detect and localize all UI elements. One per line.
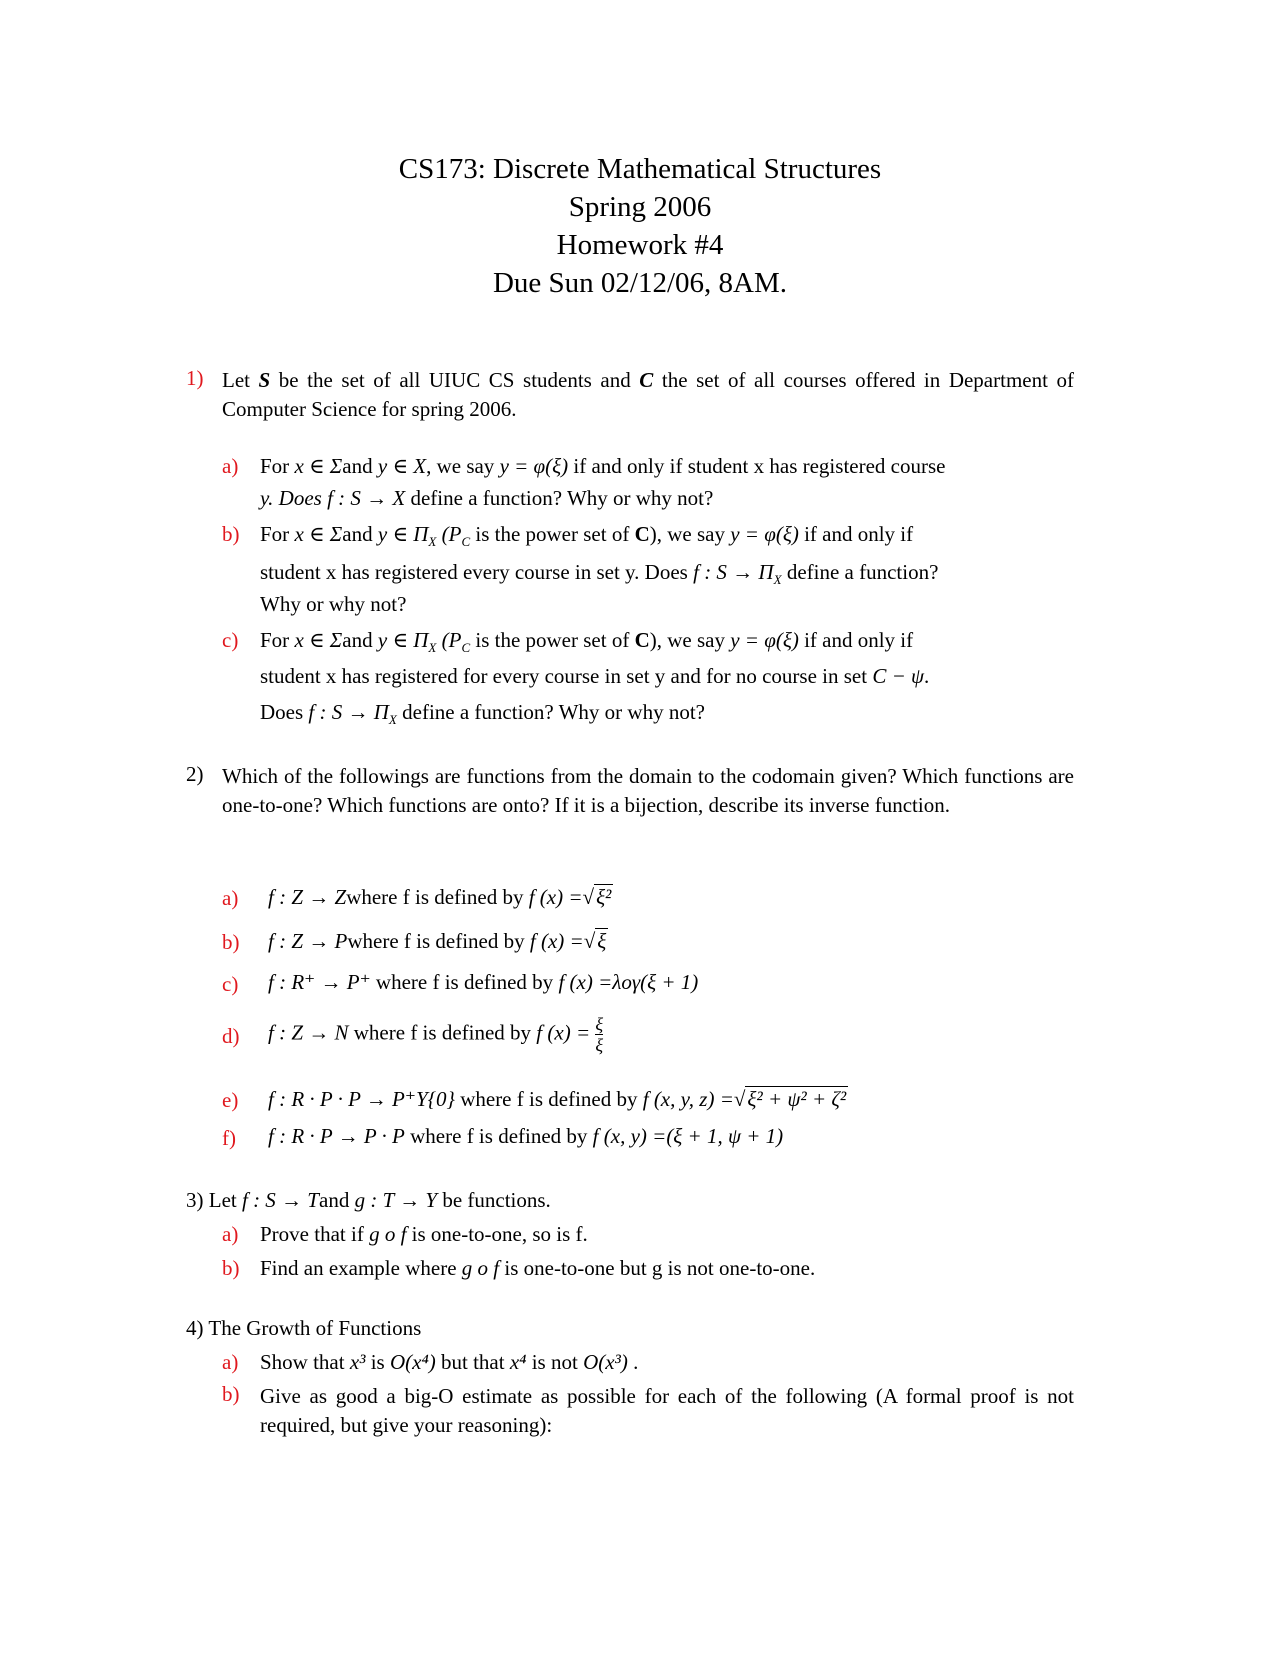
q2a-line: f : Z → Zwhere f is defined by f (x) =√ξ²: [268, 885, 612, 909]
q2e-radicand: ξ² + ψ² + ζ²: [747, 1087, 847, 1111]
q2e-label: e): [222, 1088, 239, 1112]
q1c-line2: student x has registered for every course in set y and for no course in set C − ψ.: [260, 664, 930, 688]
q4b-label: b): [222, 1382, 240, 1406]
q1a-line1: For x ∈ Σand y ∈ X, we say y = φ(ξ) if and only if student x has registered course: [260, 454, 946, 478]
q3b-label: b): [222, 1256, 240, 1280]
q1a-line2: y. Does f : S → X define a function? Why or why not?: [260, 486, 714, 510]
q1b-line2: student x has registered every course in set y. Does f : $S \to \Pi_X$ define a function?: [260, 560, 939, 588]
q1c-line1: For x ∈ Σand y ∈ $\Pi_X$ ($P_C$ is the power set of C), we say y = φ(ξ) if and only if: [260, 628, 914, 656]
term: Spring 2006: [568, 191, 712, 223]
q1-text: Let S be the set of all UIUC CS students and C the set of all courses offered in Department of Computer Science for spring 2006.: [222, 368, 1074, 421]
q2a-radicand: ξ²: [596, 885, 612, 909]
q3-line: 3) Let f : S → Tand g : T → Y be functions.: [186, 1188, 551, 1212]
q2a-label: a): [222, 886, 239, 910]
q2f-line: f : R · P → P · P where f is defined by f (x, y) =(ξ + 1, ψ + 1): [268, 1124, 784, 1148]
q2b-radicand: ξ: [597, 929, 607, 953]
q3a-line: Prove that if g o f is one-to-one, so is f.: [260, 1222, 588, 1246]
q2d-label: d): [222, 1024, 240, 1048]
q1a-label: a): [222, 454, 239, 478]
q2b-line: f : Z → Pwhere f is defined by f (x) =√ξ: [268, 929, 607, 953]
q2-number: 2): [186, 762, 204, 786]
document-header: [0, 150, 1280, 302]
q3a-label: a): [222, 1222, 239, 1246]
q2f-label: f): [222, 1126, 236, 1150]
homework-number: Homework #4: [556, 229, 724, 261]
due-date: Due Sun 02/12/06, 8AM.: [492, 267, 788, 299]
q2b-label: b): [222, 930, 240, 954]
q2c-line: f : R⁺ → P⁺ where f is defined by f (x) =λoγ(ξ + 1): [268, 970, 699, 994]
q1b-line1: For x ∈ Σand y ∈ $\Pi_X$ ($P_C$ is the power set of C), we say y = φ(ξ) if and only if: [260, 522, 914, 550]
q2c-label: c): [222, 972, 239, 996]
q1c-label: c): [222, 628, 239, 652]
q2e-line: f : R · P · P → P⁺Y{0} where f is defined by f (x, y, z) =√ξ² + ψ² + ζ²: [268, 1087, 847, 1111]
q1b-line3: Why or why not?: [260, 592, 407, 616]
q3b-line: Find an example where g o f is one-to-one but g is not one-to-one.: [260, 1256, 816, 1280]
q2-text: Which of the followings are functions from the domain to the codomain given? Which functions are one-to-one? Which functions are onto? If it is a bijection, describe its inverse function.: [222, 764, 1074, 817]
q2d-line: f : Z → N where f is defined by f (x) = $\frac{\xi}{\xi}$: [268, 1014, 604, 1055]
q1b-label: b): [222, 522, 240, 546]
course-title: CS173: Discrete Mathematical Structures: [398, 153, 882, 185]
q2d-fraction: $\frac{\xi}{\xi}$: [595, 1014, 604, 1055]
q1-number: 1): [186, 366, 204, 390]
q4-title: 4) The Growth of Functions: [186, 1316, 422, 1340]
q4b-text: Give as good a big-O estimate as possible for each of the following (A formal proof is not required, but give your reasoning):: [260, 1384, 1074, 1437]
q4a-line: Show that x³ is O(x⁴) but that x⁴ is not O(x³) .: [260, 1350, 639, 1374]
q4a-label: a): [222, 1350, 239, 1374]
q1c-line3: Does f : $S \to \Pi_X$ define a function? Why or why not?: [260, 700, 705, 728]
